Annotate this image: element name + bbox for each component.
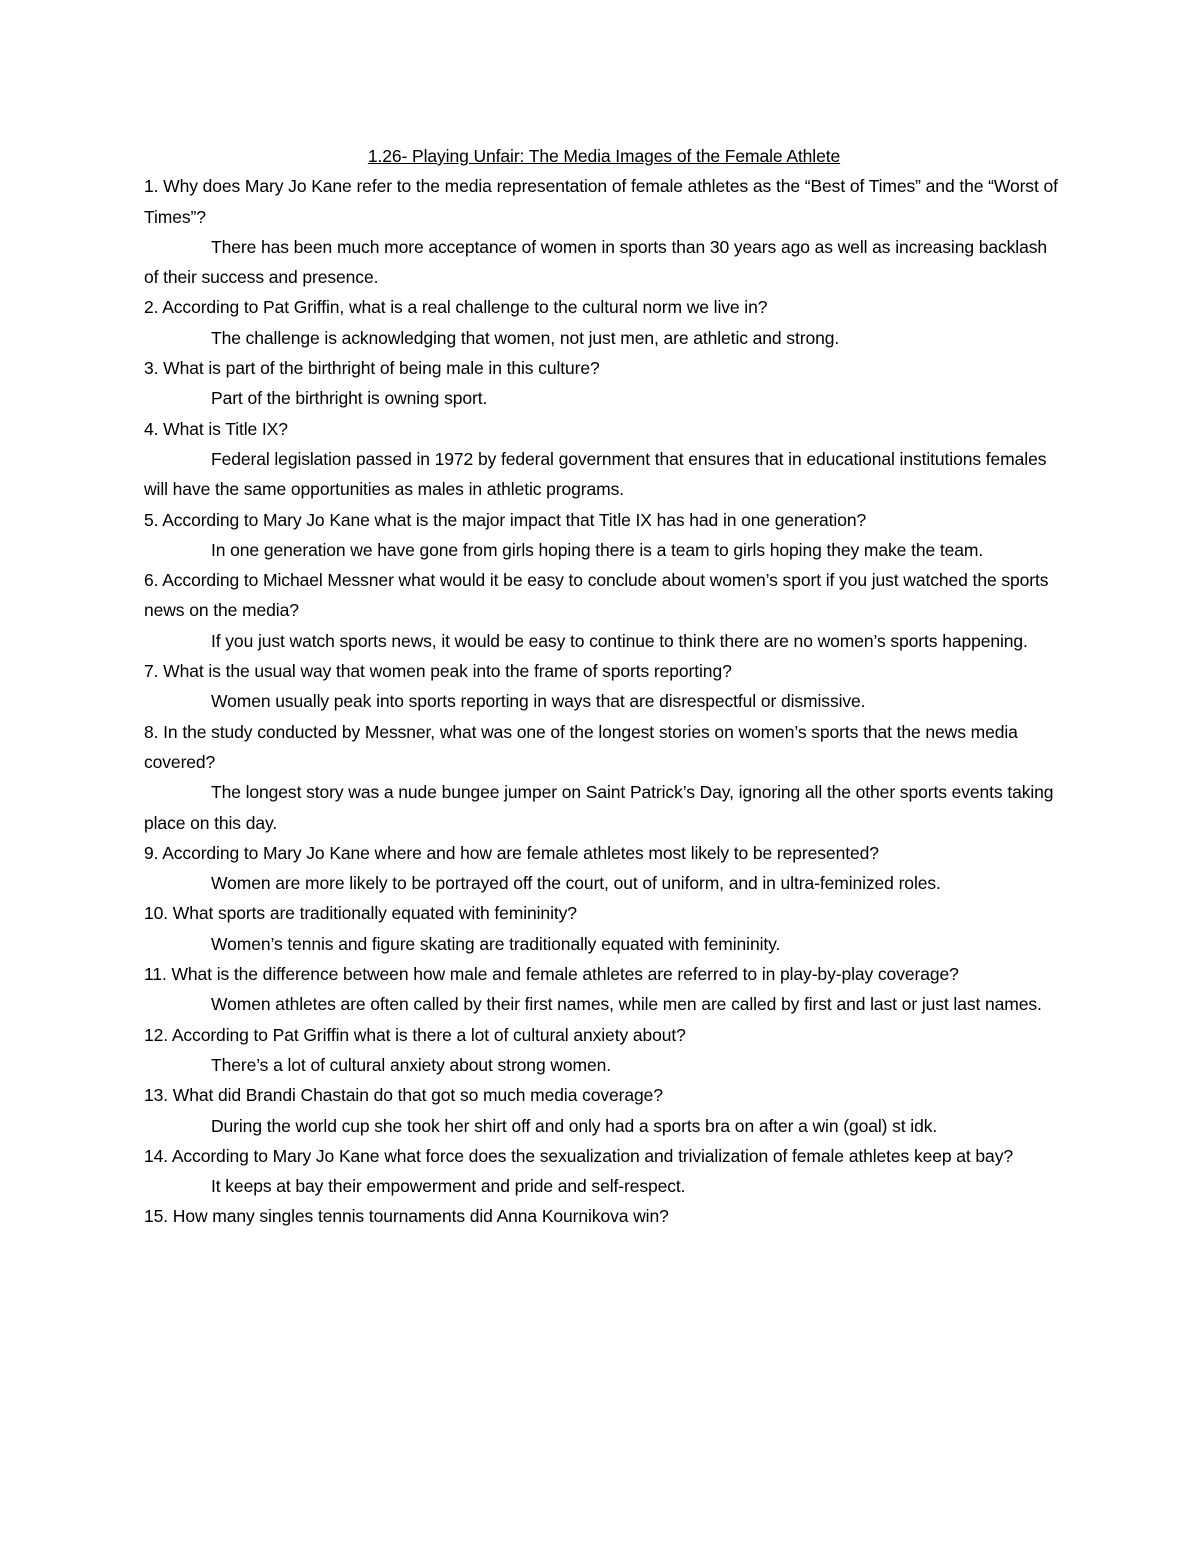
qa-item-11	[144, 959, 1064, 1020]
qa-item-6	[144, 565, 1064, 656]
answer-3: Part of the birthright is owning sport.	[211, 388, 488, 409]
answer-12: There’s a lot of cultural anxiety about strong women.	[211, 1054, 612, 1075]
question-3: 3. What is part of the birthright of being male in this culture?	[144, 358, 600, 379]
qa-item-7	[144, 656, 1064, 717]
qa-item-14	[144, 1141, 1064, 1202]
answer-5: In one generation we have gone from girls hoping there is a team to girls hoping they make the team.	[211, 539, 984, 560]
qa-item-1	[144, 171, 1064, 292]
question-1: 1. Why does Mary Jo Kane refer to the media representation of female athletes as the “Best of Times” and the “Worst of Times”?	[144, 176, 1058, 227]
qa-item-13	[144, 1080, 1064, 1141]
qa-item-10	[144, 898, 1064, 959]
question-5: 5. According to Mary Jo Kane what is the major impact that Title IX has had in one generation?	[144, 509, 867, 530]
question-13: 13. What did Brandi Chastain do that got so much media coverage?	[144, 1085, 663, 1106]
answer-13: During the world cup she took her shirt off and only had a sports bra on after a win (goal) st idk.	[211, 1115, 938, 1136]
qa-item-9	[144, 838, 1064, 899]
question-2: 2. According to Pat Griffin, what is a real challenge to the cultural norm we live in?	[144, 297, 768, 318]
qa-item-4	[144, 414, 1064, 505]
answer-1: There has been much more acceptance of women in sports than 30 years ago as well as increasing backlash of their success and presence.	[144, 236, 1047, 288]
answer-4: Federal legislation passed in 1972 by federal government that ensures that in educational institutions females will have the same opportunities as males in athletic programs.	[144, 448, 1047, 500]
answer-8: The longest story was a nude bungee jumper on Saint Patrick’s Day, ignoring all the other sports events taking place on this day.	[144, 782, 1054, 833]
document-content	[144, 141, 1064, 1232]
qa-item-3	[144, 353, 1064, 414]
qa-item-15	[144, 1201, 1064, 1231]
answer-14: It keeps at bay their empowerment and pride and self-respect.	[211, 1176, 686, 1197]
question-8: 8. In the study conducted by Messner, what was one of the longest stories on women’s sports that the news media covered?	[144, 721, 1018, 772]
question-4: 4. What is Title IX?	[144, 418, 288, 439]
question-12: 12. According to Pat Griffin what is there a lot of cultural anxiety about?	[144, 1024, 686, 1045]
answer-9: Women are more likely to be portrayed off the court, out of uniform, and in ultra-feminized roles.	[211, 873, 941, 894]
answer-2: The challenge is acknowledging that women, not just men, are athletic and strong.	[211, 327, 840, 348]
question-14: 14. According to Mary Jo Kane what force does the sexualization and trivialization of female athletes keep at bay?	[144, 1145, 1013, 1166]
question-9: 9. According to Mary Jo Kane where and how are female athletes most likely to be represented?	[144, 842, 879, 863]
answer-10: Women’s tennis and figure skating are traditionally equated with femininity.	[211, 933, 781, 954]
qa-item-8	[144, 717, 1064, 838]
qa-item-2	[144, 292, 1064, 353]
answer-7: Women usually peak into sports reporting in ways that are disrespectful or dismissive.	[211, 691, 866, 712]
qa-item-5	[144, 505, 1064, 566]
document-title: 1.26- Playing Unfair: The Media Images of the Female Athlete	[367, 146, 841, 166]
question-15: 15. How many singles tennis tournaments did Anna Kournikova win?	[144, 1206, 669, 1227]
question-11: 11. What is the difference between how male and female athletes are referred to in play-by-play coverage?	[144, 964, 959, 985]
question-6: 6. According to Michael Messner what would it be easy to conclude about women’s sport if you just watched the sports news on the media?	[144, 570, 1049, 621]
question-7: 7. What is the usual way that women peak into the frame of sports reporting?	[144, 661, 732, 682]
answer-11: Women athletes are often called by their first names, while men are called by first and last or just last names.	[211, 994, 1042, 1015]
question-10: 10. What sports are traditionally equated with femininity?	[144, 903, 577, 924]
answer-6: If you just watch sports news, it would be easy to continue to think there are no women’s sports happening.	[211, 630, 1028, 651]
qa-item-12	[144, 1020, 1064, 1081]
